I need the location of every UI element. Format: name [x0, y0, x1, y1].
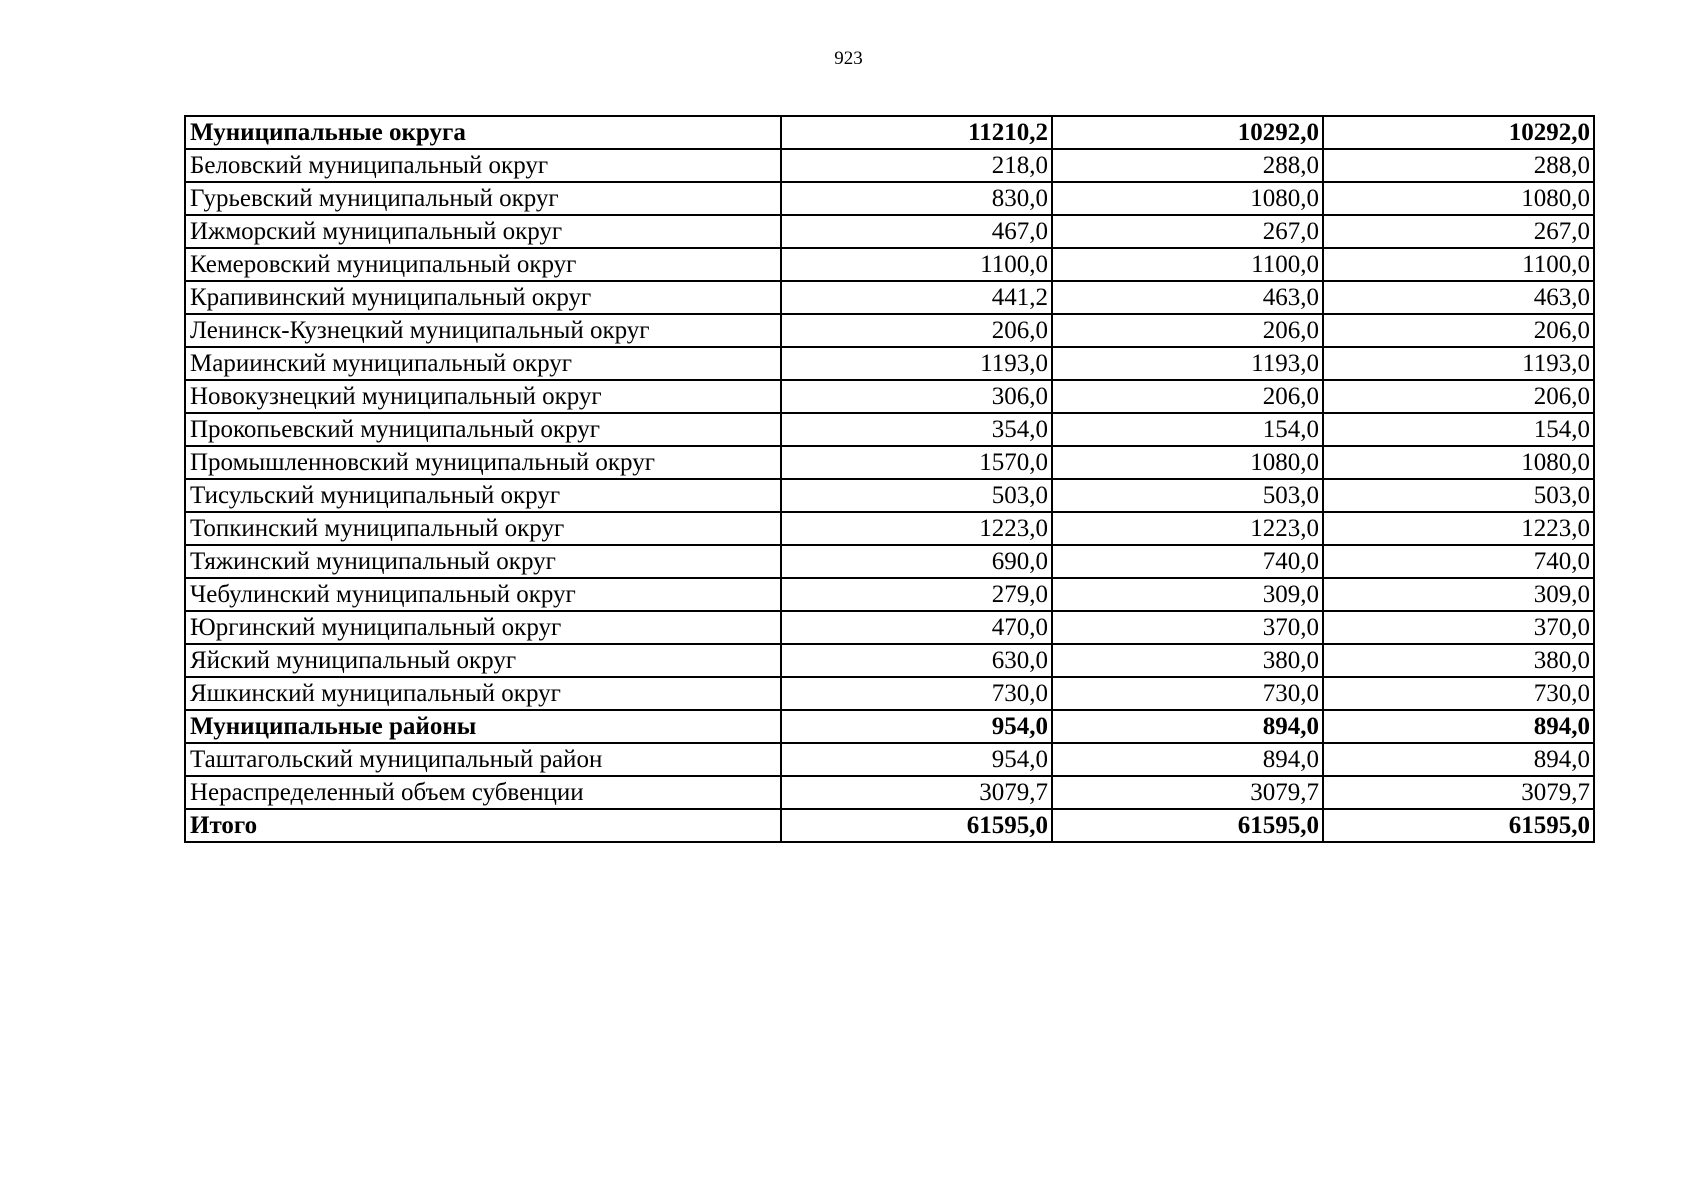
table-row	[185, 248, 1594, 281]
cell-value-3: 740,0	[1323, 545, 1594, 578]
cell-value-3: 894,0	[1323, 743, 1594, 776]
table-row	[185, 776, 1594, 809]
cell-value-2: 309,0	[1052, 578, 1323, 611]
cell-value-2: 1100,0	[1052, 248, 1323, 281]
cell-value-2: 1223,0	[1052, 512, 1323, 545]
cell-value-1: 954,0	[781, 710, 1052, 743]
cell-value-1: 467,0	[781, 215, 1052, 248]
cell-municipality-name: Нераспределенный объем субвенции	[185, 776, 781, 809]
cell-value-1: 206,0	[781, 314, 1052, 347]
table-row-subtotal	[185, 710, 1594, 743]
cell-municipality-name: Топкинский муниципальный округ	[185, 512, 781, 545]
cell-municipality-name: Таштагольский муниципальный район	[185, 743, 781, 776]
cell-value-1: 503,0	[781, 479, 1052, 512]
cell-value-2: 894,0	[1052, 710, 1323, 743]
cell-value-1: 630,0	[781, 644, 1052, 677]
cell-value-1: 3079,7	[781, 776, 1052, 809]
table-body	[185, 116, 1594, 842]
cell-municipality-name: Тяжинский муниципальный округ	[185, 545, 781, 578]
table-row	[185, 149, 1594, 182]
cell-value-1: 441,2	[781, 281, 1052, 314]
table-row	[185, 545, 1594, 578]
cell-value-2: 61595,0	[1052, 809, 1323, 842]
cell-value-2: 894,0	[1052, 743, 1323, 776]
cell-value-1: 470,0	[781, 611, 1052, 644]
page-number: 923	[834, 48, 863, 69]
cell-value-3: 206,0	[1323, 380, 1594, 413]
cell-municipality-name: Прокопьевский муниципальный округ	[185, 413, 781, 446]
table-row	[185, 446, 1594, 479]
cell-municipality-name: Крапивинский муниципальный округ	[185, 281, 781, 314]
cell-value-1: 1223,0	[781, 512, 1052, 545]
cell-value-2: 463,0	[1052, 281, 1323, 314]
cell-value-3: 1080,0	[1323, 446, 1594, 479]
table-row	[185, 677, 1594, 710]
table-row-subtotal	[185, 809, 1594, 842]
cell-value-1: 218,0	[781, 149, 1052, 182]
cell-value-2: 503,0	[1052, 479, 1323, 512]
cell-municipality-name: Промышленновский муниципальный округ	[185, 446, 781, 479]
cell-value-1: 1570,0	[781, 446, 1052, 479]
cell-value-3: 206,0	[1323, 314, 1594, 347]
cell-municipality-name: Яйский муниципальный округ	[185, 644, 781, 677]
table-row	[185, 479, 1594, 512]
cell-municipality-name: Муниципальные округа	[185, 116, 781, 149]
cell-value-2: 740,0	[1052, 545, 1323, 578]
table-row	[185, 512, 1594, 545]
cell-value-3: 309,0	[1323, 578, 1594, 611]
table-row	[185, 281, 1594, 314]
cell-value-3: 1080,0	[1323, 182, 1594, 215]
cell-municipality-name: Итого	[185, 809, 781, 842]
cell-municipality-name: Ленинск-Кузнецкий муниципальный округ	[185, 314, 781, 347]
cell-municipality-name: Беловский муниципальный округ	[185, 149, 781, 182]
cell-municipality-name: Тисульский муниципальный округ	[185, 479, 781, 512]
cell-value-1: 11210,2	[781, 116, 1052, 149]
table-row	[185, 611, 1594, 644]
cell-value-2: 1080,0	[1052, 182, 1323, 215]
cell-municipality-name: Новокузнецкий муниципальный округ	[185, 380, 781, 413]
cell-value-2: 370,0	[1052, 611, 1323, 644]
cell-value-1: 730,0	[781, 677, 1052, 710]
cell-value-1: 61595,0	[781, 809, 1052, 842]
cell-value-3: 463,0	[1323, 281, 1594, 314]
cell-municipality-name: Чебулинский муниципальный округ	[185, 578, 781, 611]
table-row	[185, 182, 1594, 215]
cell-value-3: 380,0	[1323, 644, 1594, 677]
cell-value-2: 267,0	[1052, 215, 1323, 248]
cell-municipality-name: Кемеровский муниципальный округ	[185, 248, 781, 281]
cell-municipality-name: Гурьевский муниципальный округ	[185, 182, 781, 215]
cell-value-2: 10292,0	[1052, 116, 1323, 149]
cell-value-3: 267,0	[1323, 215, 1594, 248]
cell-municipality-name: Мариинский муниципальный округ	[185, 347, 781, 380]
cell-value-3: 3079,7	[1323, 776, 1594, 809]
cell-value-2: 206,0	[1052, 380, 1323, 413]
cell-value-1: 306,0	[781, 380, 1052, 413]
cell-value-3: 730,0	[1323, 677, 1594, 710]
cell-value-3: 288,0	[1323, 149, 1594, 182]
cell-value-2: 380,0	[1052, 644, 1323, 677]
table-row	[185, 743, 1594, 776]
table-row-subtotal	[185, 116, 1594, 149]
cell-value-3: 1193,0	[1323, 347, 1594, 380]
cell-value-2: 1080,0	[1052, 446, 1323, 479]
cell-value-3: 1100,0	[1323, 248, 1594, 281]
table-row	[185, 644, 1594, 677]
cell-value-2: 288,0	[1052, 149, 1323, 182]
cell-value-1: 354,0	[781, 413, 1052, 446]
cell-value-3: 61595,0	[1323, 809, 1594, 842]
cell-municipality-name: Ижморский муниципальный округ	[185, 215, 781, 248]
cell-municipality-name: Муниципальные районы	[185, 710, 781, 743]
cell-value-2: 3079,7	[1052, 776, 1323, 809]
cell-municipality-name: Юргинский муниципальный округ	[185, 611, 781, 644]
cell-value-2: 154,0	[1052, 413, 1323, 446]
cell-value-1: 830,0	[781, 182, 1052, 215]
table-row	[185, 380, 1594, 413]
cell-value-3: 370,0	[1323, 611, 1594, 644]
cell-municipality-name: Яшкинский муниципальный округ	[185, 677, 781, 710]
cell-value-2: 730,0	[1052, 677, 1323, 710]
table-row	[185, 347, 1594, 380]
table-row	[185, 413, 1594, 446]
cell-value-3: 1223,0	[1323, 512, 1594, 545]
cell-value-1: 279,0	[781, 578, 1052, 611]
cell-value-3: 503,0	[1323, 479, 1594, 512]
cell-value-1: 954,0	[781, 743, 1052, 776]
cell-value-3: 154,0	[1323, 413, 1594, 446]
subvention-table	[184, 115, 1595, 843]
cell-value-3: 10292,0	[1323, 116, 1594, 149]
cell-value-1: 1100,0	[781, 248, 1052, 281]
table-row	[185, 314, 1594, 347]
cell-value-2: 206,0	[1052, 314, 1323, 347]
table-row	[185, 215, 1594, 248]
table-row	[185, 578, 1594, 611]
cell-value-1: 1193,0	[781, 347, 1052, 380]
cell-value-1: 690,0	[781, 545, 1052, 578]
cell-value-2: 1193,0	[1052, 347, 1323, 380]
cell-value-3: 894,0	[1323, 710, 1594, 743]
